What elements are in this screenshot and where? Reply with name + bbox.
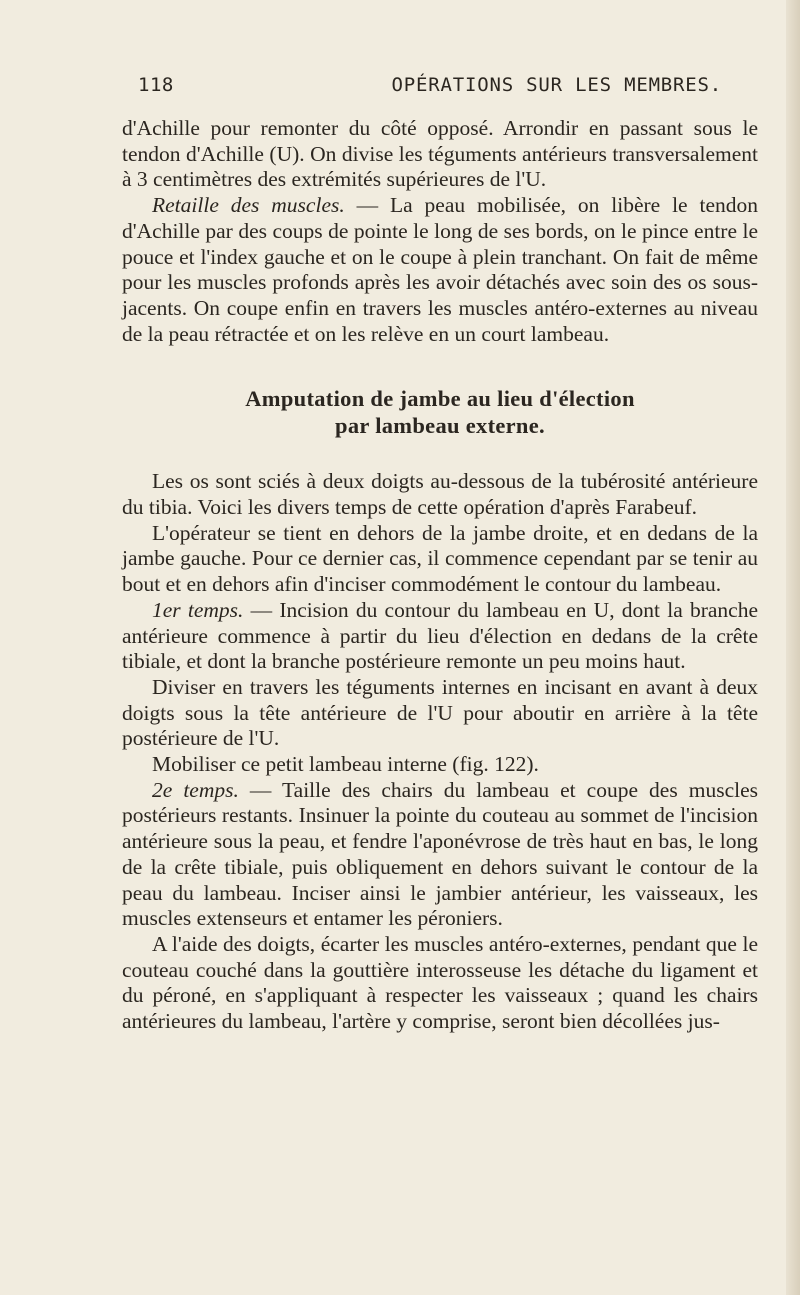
running-head — [138, 74, 722, 104]
book-page — [122, 74, 758, 1035]
paragraph-retaille-text: — La peau mobilisée, on libère le tendon d'Achille par des coups de pointe le long de ses bords, on le pince entre le pouce et l'index gauche et on le coupe à plein tranchant. On fait de même pour les muscles profonds après les avoir détachés avec soin des os sous-jacents. On coupe enfin en travers les muscles antéro-externes au niveau de la peau rétractée et on les relève en un court lambeau. — [122, 193, 758, 346]
page-number: 118 — [138, 74, 174, 96]
section-title-line-1: Amputation de jambe au lieu d'élection — [245, 386, 635, 412]
paragraph-3 — [122, 598, 758, 675]
paragraph-1: Les os sont sciés à deux doigts au-dessous de la tubérosité antérieure du tibia. Voici les divers temps de cette opération d'après Farabeuf. — [122, 469, 758, 520]
paragraph-6-text: — Taille des chairs du lambeau et coupe des muscles postérieurs restants. Insinuer la pointe du couteau au sommet de l'incision antérieure sous la peau, et fendre l'aponévrose de très haut en bas, le long de la crête tibiale, puis obliquement en dehors suivant le contour de la peau du lambeau. Inciser ainsi le jambier antérieur, les vaisseaux, les muscles extenseurs et entamer les péroniers. — [122, 777, 758, 931]
section-title — [122, 385, 758, 439]
paragraph-2: L'opérateur se tient en dehors de la jambe droite, et en dedans de la jambe gauche. Pour ce dernier cas, il commence cependant par se tenir au bout et en dehors afin d'inciser commodément le contour du lambeau. — [122, 520, 758, 597]
paragraph-3-text: — Incision du contour du lambeau en U, dont la branche antérieure commence à partir du lieu d'élection en dedans de la crête tibiale, et dont la branche postérieure remonte un peu moins haut. — [122, 597, 758, 674]
paragraph-continuation: d'Achille pour remonter du côté opposé. Arrondir en passant sous le tendon d'Achille (U). On divise les téguments antérieurs transversalement à 3 centimètres des extrémités supérieures de l'U. — [122, 116, 758, 192]
section-title-line-2: par lambeau externe. — [335, 413, 545, 439]
running-title: OPÉRATIONS SUR LES MEMBRES. — [391, 74, 722, 96]
subheading-retaille: Retaille des muscles. — [152, 193, 345, 218]
paragraph-7: A l'aide des doigts, écarter les muscles antéro-externes, pendant que le couteau couché dans la gouttière interosseuse les détache du ligament et du péroné, en s'appliquant à respecter les vaisseaux ; quand les chairs antérieures du lambeau, l'artère y comprise, seront bien décollées jus- — [122, 931, 758, 1034]
paragraph-4: Diviser en travers les téguments internes en incisant en avant à deux doigts sous la tête antérieure de l'U pour aboutir en arrière à la tête postérieure de l'U. — [122, 674, 758, 751]
subheading-temps-2: 2e temps. — [152, 777, 239, 802]
paragraph-retaille — [122, 193, 758, 347]
body-text — [122, 116, 758, 1035]
paragraph-6 — [122, 778, 758, 932]
page-edge — [786, 0, 800, 1295]
subheading-temps-1: 1er temps. — [152, 597, 244, 622]
paragraph-5: Mobiliser ce petit lambeau interne (fig. 122). — [152, 752, 539, 777]
